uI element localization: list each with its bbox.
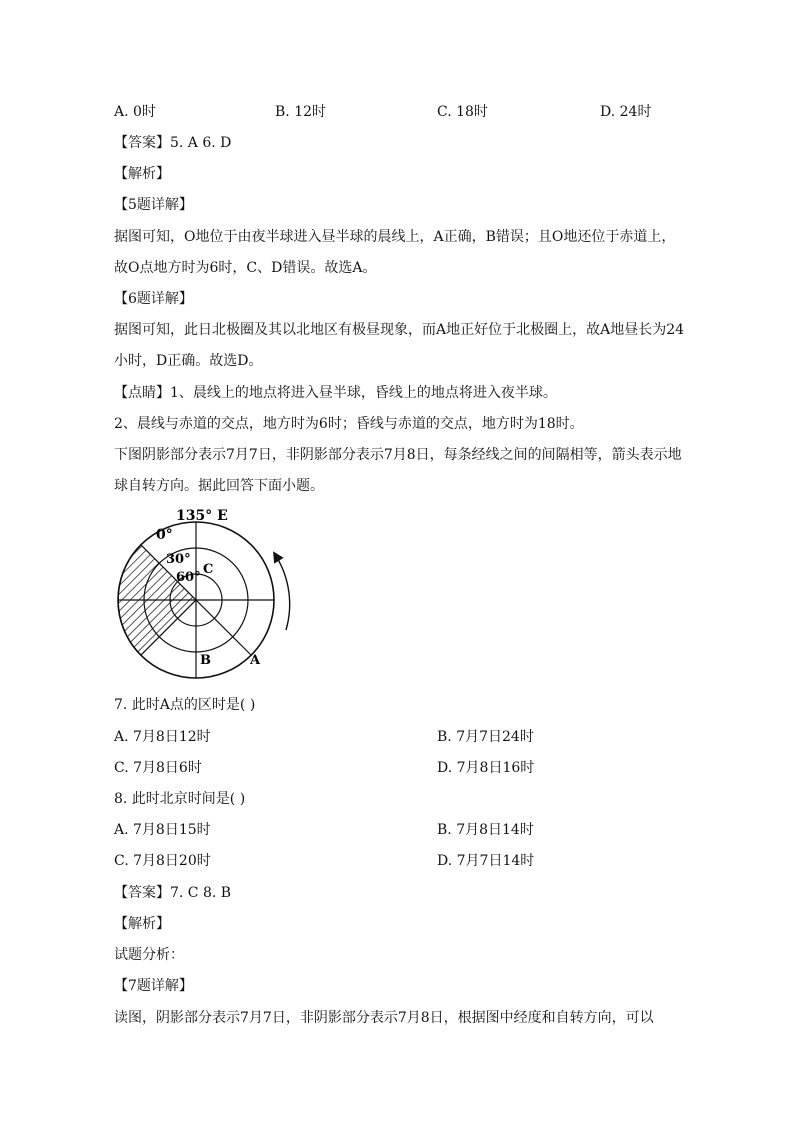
intro-line: 球自转方向。据此回答下面小题。 — [114, 478, 324, 494]
rotation-arrow — [276, 556, 290, 630]
q8-option-c: C. 7月8日20时 — [114, 853, 211, 869]
q7-option-b: B. 7月7日24时 — [437, 729, 534, 745]
analysis-label: 【解析】 — [114, 916, 170, 932]
intro-line: 下图阴影部分表示7月7日，非阴影部分表示7月8日，每条经线之间的间隔相等，箭头表示地 — [114, 447, 682, 463]
q7-heading: 【7题详解】 — [114, 978, 193, 994]
longitude-label: 135° E — [176, 508, 228, 524]
polar-diagram — [110, 500, 310, 680]
q7-text-line: 读图，阴影部分表示7月7日，非阴影部分表示7月8日，根据图中经度和自转方向，可以 — [114, 1010, 654, 1026]
q6-heading: 【6题详解】 — [114, 291, 193, 307]
key-point-line: 【点睛】1、晨线上的地点将进入昼半球，昏线上的地点将进入夜半球。 — [114, 385, 557, 401]
q8-stem: 8. 此时北京时间是( ) — [114, 791, 246, 807]
key-point-line: 2、晨线与赤道的交点，地方时为6时；昏线与赤道的交点，地方时为18时。 — [114, 416, 584, 432]
answer-line: 【答案】5. A 6. D — [114, 135, 232, 151]
option-b: B. 12时 — [275, 104, 327, 120]
point-b-label: B — [200, 653, 211, 668]
q5-text-line: 故O点地方时为6时，C、D错误。故选A。 — [114, 260, 377, 276]
q6-text-line: 据图可知，此日北极圈及其以北地区有极昼现象，而A地正好位于北极圈上，故A地昼长为24 — [114, 322, 685, 338]
analysis-label: 【解析】 — [114, 166, 170, 182]
latitude-60-label: 60° — [176, 570, 201, 585]
option-c: C. 18时 — [437, 104, 488, 120]
point-a-label: A — [250, 653, 261, 668]
zero-meridian-label: 0° — [156, 527, 173, 543]
q5-text-line: 据图可知，O地位于由夜半球进入昼半球的晨线上，A正确，B错误；且O地还位于赤道上， — [114, 229, 676, 245]
q8-option-a: A. 7月8日15时 — [114, 822, 211, 838]
analysis-intro: 试题分析： — [114, 947, 184, 963]
q6-text-line: 小时，D正确。故选D。 — [114, 353, 263, 369]
q8-option-d: D. 7月7日14时 — [437, 853, 535, 869]
latitude-30-label: 30° — [166, 552, 191, 567]
q7-stem: 7. 此时A点的区时是( ) — [114, 697, 256, 713]
answer-line: 【答案】7. C 8. B — [114, 885, 232, 901]
q7-option-d: D. 7月8日16时 — [437, 760, 535, 776]
option-a: A. 0时 — [114, 104, 156, 120]
option-d: D. 24时 — [600, 104, 652, 120]
q5-heading: 【5题详解】 — [114, 197, 193, 213]
q7-option-c: C. 7月8日6时 — [114, 760, 202, 776]
point-c-label: C — [203, 562, 214, 577]
q7-option-a: A. 7月8日12时 — [114, 729, 211, 745]
q8-option-b: B. 7月8日14时 — [437, 822, 534, 838]
